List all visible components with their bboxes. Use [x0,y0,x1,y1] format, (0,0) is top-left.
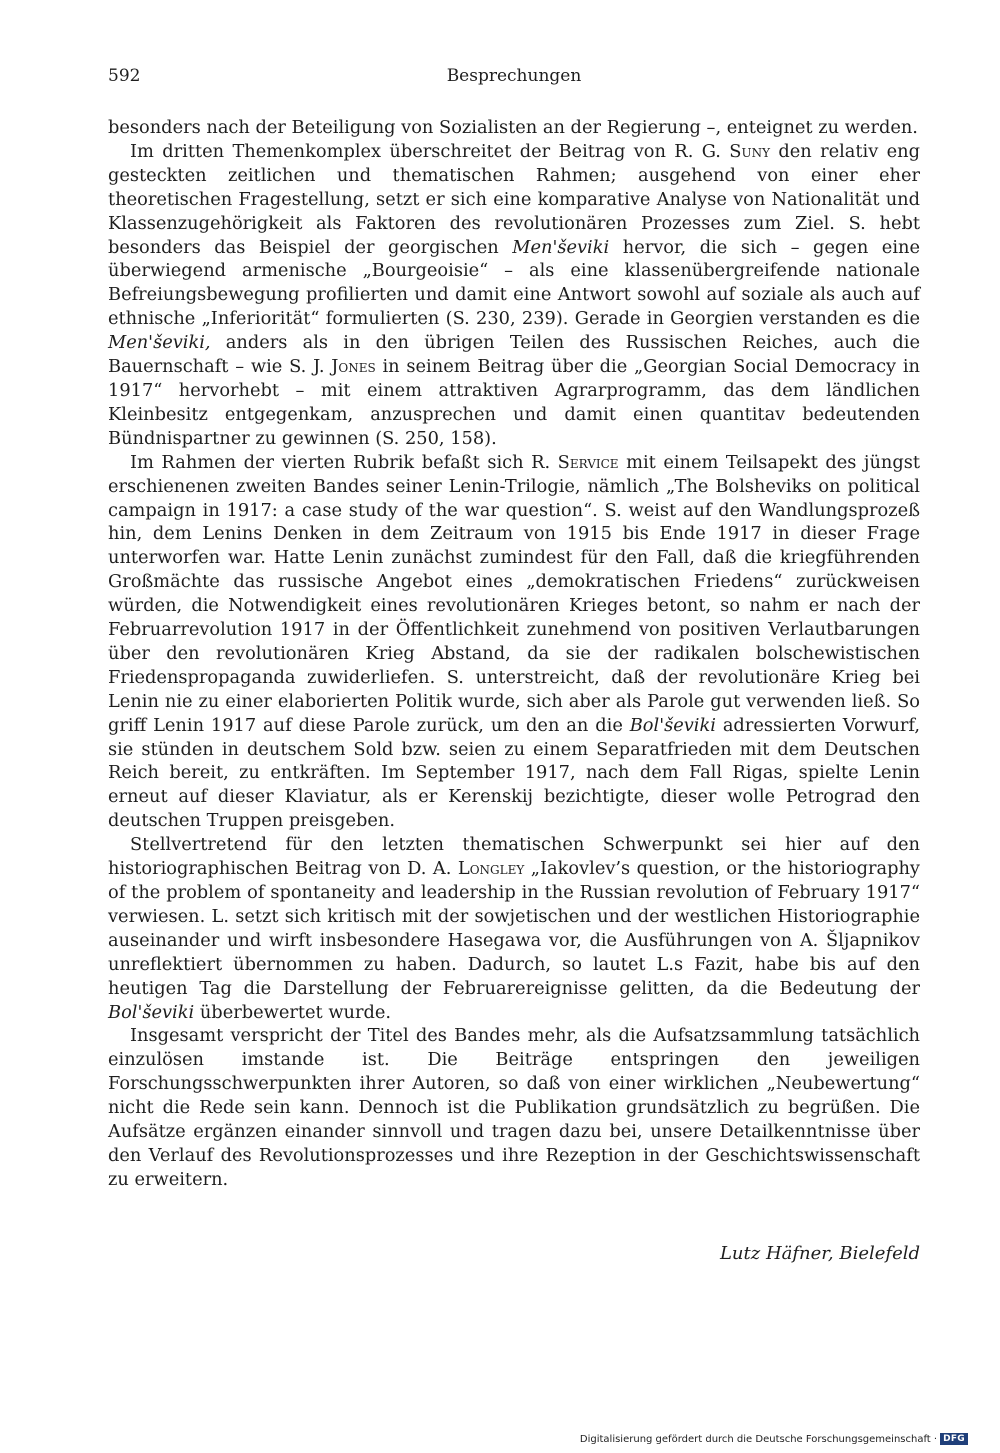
term-mensheviki: Men'ševiki, [108,332,211,354]
paragraph-conclusion [108,1024,920,1191]
text-run: adressierten Vorwurf, sie stünden in deutschem Sold bzw. seien zu einem Separatfrieden mit dem Deutschen Reich bereit, zu entkräften. Im September 1917, nach dem Fall Rigas, spielte Lenin erneut auf dieser Klaviatur, als er Kerenskij bezichtigte, dieser wolle Petrograd den deutschen Truppen preisgeben. [108,714,920,832]
paragraph-suny [108,140,920,451]
text-run: den relativ eng gesteckten zeitlichen und thematischen Rahmen; ausgehend von einer eher theoretischen Fragestellung, setzt er sich eine komparative Analyse von Nationalität und Klassenzugehörigkeit als Faktoren des revolutionären Prozesses zum Ziel. S. hebt besonders das Beispiel der georgischen [108,140,920,258]
term-mensheviki: Men'ševiki [512,236,610,258]
text-run: anders als in den übrigen Teilen des Russischen Reiches, auch die Bauernschaft – wie S. J. [108,332,920,378]
author-name-jones: Jones [331,356,376,378]
term-bolsheviki: Bol'ševiki [629,714,716,736]
text-run: in seinem Beitrag über die „Georgian Social Democracy in 1917“ hervorhebt – mit einem attraktiven Agrarprogramm, das dem ländlichen Kleinbesitz entgegenkam, anzusprechen und damit einen quantitav bedeutenden Bündnispartner zu gewinnen (S. 250, 158). [108,356,921,449]
paragraph-service [108,451,920,834]
text-run: Im dritten Themenkomplex überschreitet der Beitrag von R. G. [130,140,730,162]
dfg-logo-icon: DFG [940,1433,968,1445]
text-run: Im Rahmen der vierten Rubrik befaßt sich R. [130,451,558,473]
text-run: mit einem Teilsapekt des jüngst erschienenen zweiten Bandes seiner Lenin-Trilogie, nämlich „The Bolsheviks on political campaign in 1917: a case study of the war question“. S. weist auf den Wandlungsprozeß hin, dem Lenins Denken in dem Zeitraum von 1915 bis Ende 1917 in dieser Frage unterworfen war. Hatte Lenin zunächst zumindest für den Fall, daß die kriegführenden Großmächte das russische Angebot eines „demokratischen Friedens“ zurückweisen würden, die Notwendigkeit eines revolutionären Krieges betont, so nahm er nach der Februarrevolution 1917 in der Öffentlichkeit zunehmend von positiven Verlautbarungen über den revolutionären Krieg Abstand, da sie der radikalen bolschewistischen Friedenspropaganda zuwiderliefen. S. unterstreicht, daß der revolutionäre Krieg bei Lenin nie zu einer elaborierten Politik wurde, sich aber als Parole gut verwenden ließ. So griff Lenin 1917 auf diese Parole zurück, um den an die [108,451,921,736]
paragraph-text: Insgesamt verspricht der Titel des Bandes mehr, als die Aufsatzsammlung tatsächlich einzulösen imstande ist. Die Beiträge entspringen den jeweiligen Forschungsschwerpunkten ihrer Autoren, so daß von einer wirklichen „Neubewertung“ nicht die Rede sein kann. Dennoch ist die Publikation grundsätzlich zu begrüßen. Die Aufsätze ergänzen einander sinnvoll und tragen dazu bei, unsere Detailkenntnisse über den Verlauf des Revolutionsprozesses und ihre Rezeption in der Geschichtswissenschaft zu erweitern. [108,1025,920,1190]
text-run: überbewertet wurde. [194,1001,392,1023]
text-run: „Iakovlev’s question, or the historiography of the problem of spontaneity and leadership in the Russian revolution of February 1917“ verwiesen. L. setzt sich kritisch mit der sowjetischen und der westlichen Historiographie auseinander und wirft insbesondere Hasegawa vor, die Ausführungen von A. Šljapnikov unreflektiert übernommen zu haben. Dadurch, so lautet L.s Fazit, habe bis auf den heutigen Tag die Darstellung der Februarereignisse gelitten, da die Bedeutung der [108,858,920,999]
reviewer-signature: Lutz Häfner, Bielefeld [719,1243,920,1264]
running-head: Besprechungen [446,66,582,86]
text-run: Stellvertretend für den letzten thematischen Schwerpunkt sei hier auf den historiographischen Beitrag von D. A. [108,834,920,880]
review-body [108,116,920,1192]
author-name-longley: Longley [457,858,525,880]
page-header [108,66,920,96]
paragraph-continued [108,116,920,140]
digitization-credit [580,1433,968,1445]
paragraph-text: besonders nach der Beteiligung von Sozialisten an der Regierung –, enteignet zu werden. [108,117,918,138]
author-name-suny: Suny [729,140,771,162]
term-bolsheviki: Bol'ševiki [108,1001,195,1023]
page-number: 592 [108,66,141,86]
credit-text: Digitalisierung gefördert durch die Deutsche Forschungsgemeinschaft · [579,1433,938,1445]
author-name-service: Service [557,451,619,473]
paragraph-longley [108,833,920,1024]
text-run: hervor, die sich – gegen eine überwiegend armenische „Bourgeoisie“ – als eine klassenübergreifende nationale Befreiungsbewegung profilierten und damit eine Antwort sowohl auf soziale als auch auf ethnische „Inferiorität“ formulierten (S. 230, 239). Gerade in Georgien verstanden es die [108,236,920,330]
